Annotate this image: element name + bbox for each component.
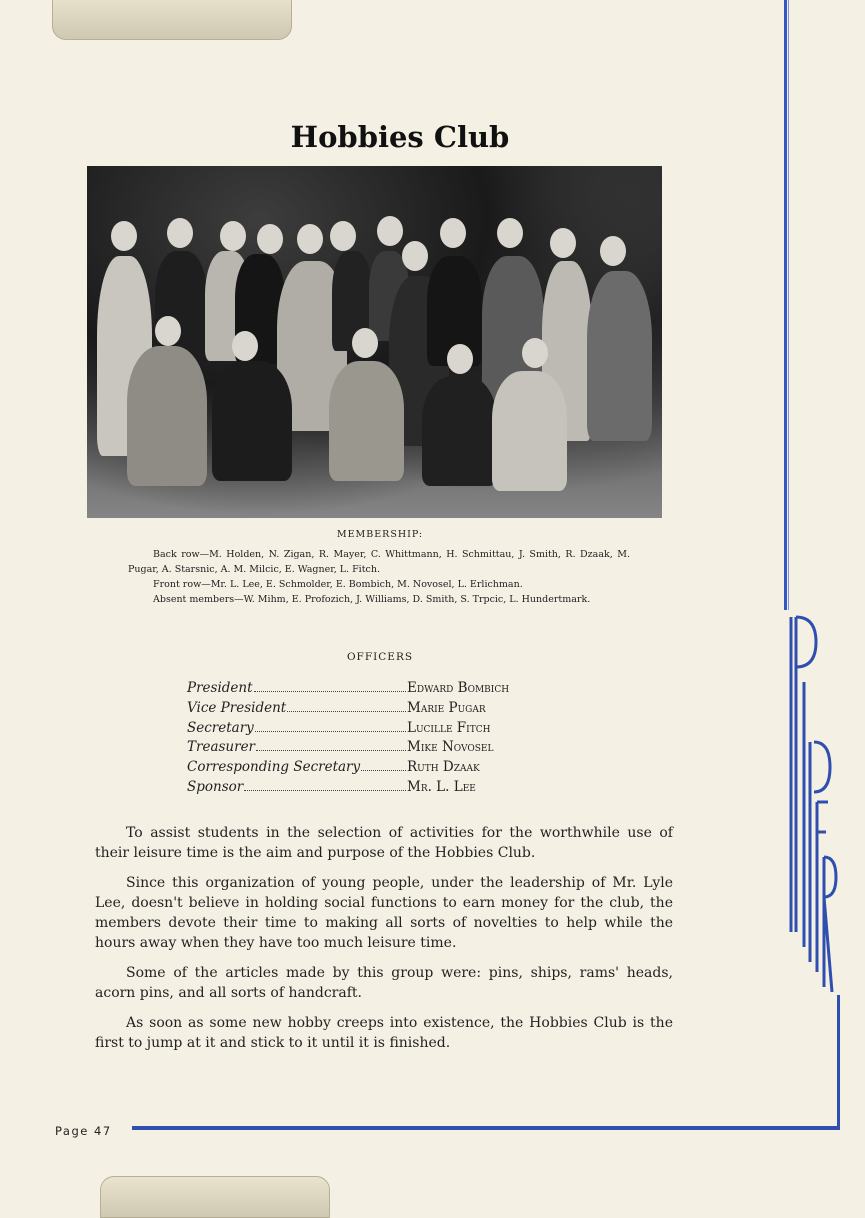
- club-description: [95, 823, 673, 1063]
- officer-title: Vice President: [187, 699, 287, 716]
- paragraph: To assist students in the selection of activities for the worthwhile use of their leisure time is the aim and purpose of the Hobbies Club.: [95, 825, 673, 861]
- officer-name: Edward Bombich: [407, 680, 510, 696]
- officer-row: [187, 720, 547, 740]
- leader-dots: [361, 770, 406, 771]
- officer-title: Sponsor: [187, 778, 244, 795]
- officer-title: Secretary: [187, 719, 254, 736]
- absent-members: Absent members—W. Mihm, E. Profozich, J. Williams, D. Smith, S. Trpcic, L. Hundertmark.: [153, 594, 591, 605]
- officer-name: Lucille Fitch: [407, 719, 491, 736]
- officer-name: Marie Pugar: [407, 699, 486, 716]
- officer-name: Ruth Dzaak: [407, 759, 480, 776]
- piper-logo-text: PIPER: [786, 612, 790, 613]
- page-border-right: [784, 0, 787, 610]
- officers-list: [187, 680, 547, 799]
- officer-row: [187, 680, 547, 700]
- leader-dots: [254, 691, 406, 692]
- officer-row: [187, 739, 547, 759]
- page-number: Page 47: [55, 1124, 112, 1138]
- paragraph: As soon as some new hobby creeps into existence, the Hobbies Club is the first to jump at it and stick to it until it is finished.: [95, 1015, 673, 1051]
- front-row-members: Front row—Mr. L. Lee, E. Schmolder, E. Bombich, M. Novosel, L. Erlichman.: [153, 579, 523, 590]
- officer-title: Treasurer: [187, 739, 256, 756]
- membership-list: [128, 547, 630, 607]
- binder-tab-bottom: [100, 1176, 330, 1218]
- piper-logo: [786, 612, 846, 1002]
- page-border-corner: [837, 995, 840, 1130]
- officer-name: Mr. L. Lee: [407, 778, 476, 795]
- officer-title: President: [187, 680, 253, 696]
- page-title: Hobbies Club: [290, 120, 510, 154]
- leader-dots: [256, 750, 406, 751]
- officers-heading: OFFICERS: [346, 651, 414, 663]
- officer-row: [187, 779, 547, 799]
- back-row-members: Back row—M. Holden, N. Zigan, R. Mayer, C. Whittmann, H. Schmittau, J. Smith, R. Dzaak, M. Pugar, A. Starsnic, A. M. Milcic, E. Wagner, L. Fitch.: [128, 549, 630, 575]
- officer-name: Mike Novosel: [407, 739, 494, 756]
- page-border-right-inner: [788, 0, 789, 610]
- officer-row: [187, 759, 547, 779]
- leader-dots: [244, 790, 406, 791]
- paragraph: Some of the articles made by this group were: pins, ships, rams' heads, acorn pins, and all sorts of handcraft.: [95, 965, 673, 1001]
- page-border-bottom: [132, 1126, 840, 1130]
- membership-heading: MEMBERSHIP:: [336, 529, 424, 540]
- club-group-photo: [87, 166, 662, 518]
- officer-row: [187, 700, 547, 720]
- leader-dots: [287, 711, 406, 712]
- binder-tab-top: [52, 0, 292, 40]
- leader-dots: [255, 731, 406, 732]
- paragraph: Since this organization of young people, under the leadership of Mr. Lyle Lee, doesn't believe in holding social functions to earn money for the club, the members devote their time to making all sorts of novelties to help while the hours away when they have too much leisure time.: [95, 875, 673, 951]
- officer-title: Corresponding Secretary: [187, 759, 361, 776]
